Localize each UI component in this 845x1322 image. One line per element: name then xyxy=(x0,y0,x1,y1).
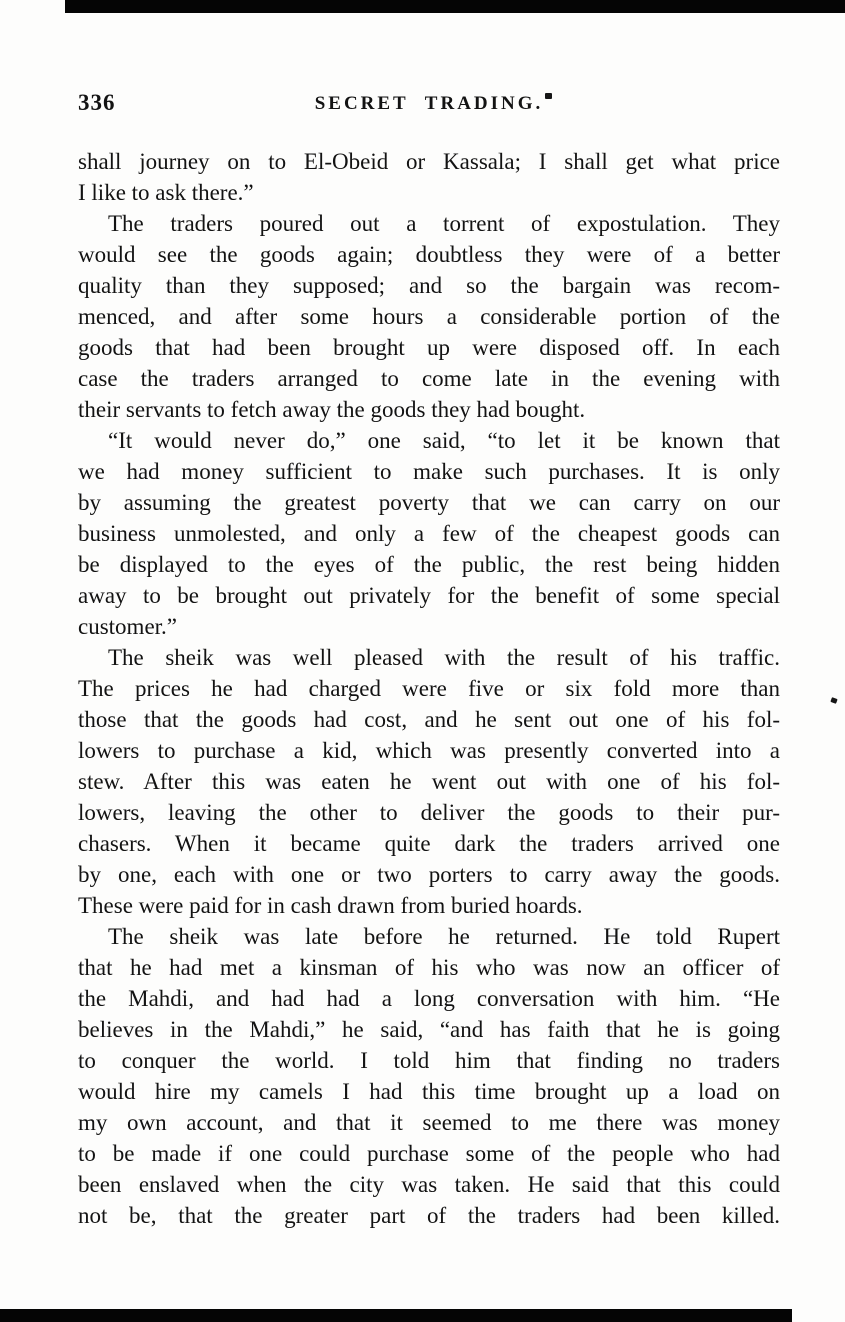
text-line: quality than they supposed; and so the bargain was recom- xyxy=(78,273,780,298)
text-line: The traders poured out a torrent of expostulation. They xyxy=(108,211,780,236)
text-line: goods that had been brought up were disposed off. In each xyxy=(78,335,780,360)
text-line: These were paid for in cash drawn from buried hoards. xyxy=(78,893,583,918)
scan-artifact-bar-top xyxy=(65,0,845,13)
running-title: SECRET TRADING. xyxy=(314,93,544,114)
text-line: been enslaved when the city was taken. He said that this could xyxy=(78,1172,780,1197)
text-line: lowers to purchase a kid, which was presently converted into a xyxy=(78,738,780,763)
text-line: believes in the Mahdi,” he said, “and has faith that he is going xyxy=(78,1017,780,1042)
paragraph xyxy=(78,425,780,642)
paragraph xyxy=(78,921,780,1231)
text-line: business unmolested, and only a few of the cheapest goods can xyxy=(78,521,780,546)
paragraph xyxy=(78,642,780,921)
text-line: The sheik was well pleased with the result of his traffic. xyxy=(108,645,780,670)
text-line: be displayed to the eyes of the public, the rest being hidden xyxy=(78,552,780,577)
text-line: not be, that the greater part of the traders had been killed. xyxy=(78,1203,780,1228)
text-line: that he had met a kinsman of his who was now an officer of xyxy=(78,955,780,980)
text-line: customer.” xyxy=(78,614,177,639)
text-line: The prices he had charged were five or six fold more than xyxy=(78,676,780,701)
text-line: their servants to fetch away the goods they had bought. xyxy=(78,397,586,422)
text-line: those that the goods had cost, and he sent out one of his fol- xyxy=(78,707,780,732)
text-line: lowers, leaving the other to deliver the goods to their pur- xyxy=(78,800,780,825)
text-line: case the traders arranged to come late in the evening with xyxy=(78,366,780,391)
text-line: “It would never do,” one said, “to let it be known that xyxy=(108,428,780,453)
text-line: would hire my camels I had this time brought up a load on xyxy=(78,1079,780,1104)
paragraph xyxy=(78,208,780,425)
ink-dot-artifact-header xyxy=(545,93,552,99)
text-line: by assuming the greatest poverty that we can carry on our xyxy=(78,490,780,515)
text-line: by one, each with one or two porters to carry away the goods. xyxy=(78,862,780,887)
text-line: menced, and after some hours a considerable portion of the xyxy=(78,304,780,329)
ink-dot-artifact-margin xyxy=(830,697,837,704)
text-line: to be made if one could purchase some of the people who had xyxy=(78,1141,780,1166)
text-line: stew. After this was eaten he went out with one of his fol- xyxy=(78,769,780,794)
body-text xyxy=(78,146,780,1231)
text-line: I like to ask there.” xyxy=(78,180,254,205)
text-line: we had money sufficient to make such purchases. It is only xyxy=(78,459,780,484)
paragraph xyxy=(78,146,780,208)
text-line: shall journey on to El-Obeid or Kassala; I shall get what price xyxy=(78,149,780,174)
text-line: The sheik was late before he returned. He told Rupert xyxy=(108,924,780,949)
scan-artifact-bar-bottom xyxy=(0,1309,792,1322)
text-line: would see the goods again; doubtless they were of a better xyxy=(78,242,780,267)
text-line: away to be brought out privately for the benefit of some special xyxy=(78,583,780,608)
text-line: the Mahdi, and had had a long conversation with him. “He xyxy=(78,986,780,1011)
page-header xyxy=(78,90,780,120)
text-line: to conquer the world. I told him that finding no traders xyxy=(78,1048,780,1073)
page-number: 336 xyxy=(78,90,116,115)
text-line: chasers. When it became quite dark the traders arrived one xyxy=(78,831,780,856)
text-line: my own account, and that it seemed to me there was money xyxy=(78,1110,780,1135)
